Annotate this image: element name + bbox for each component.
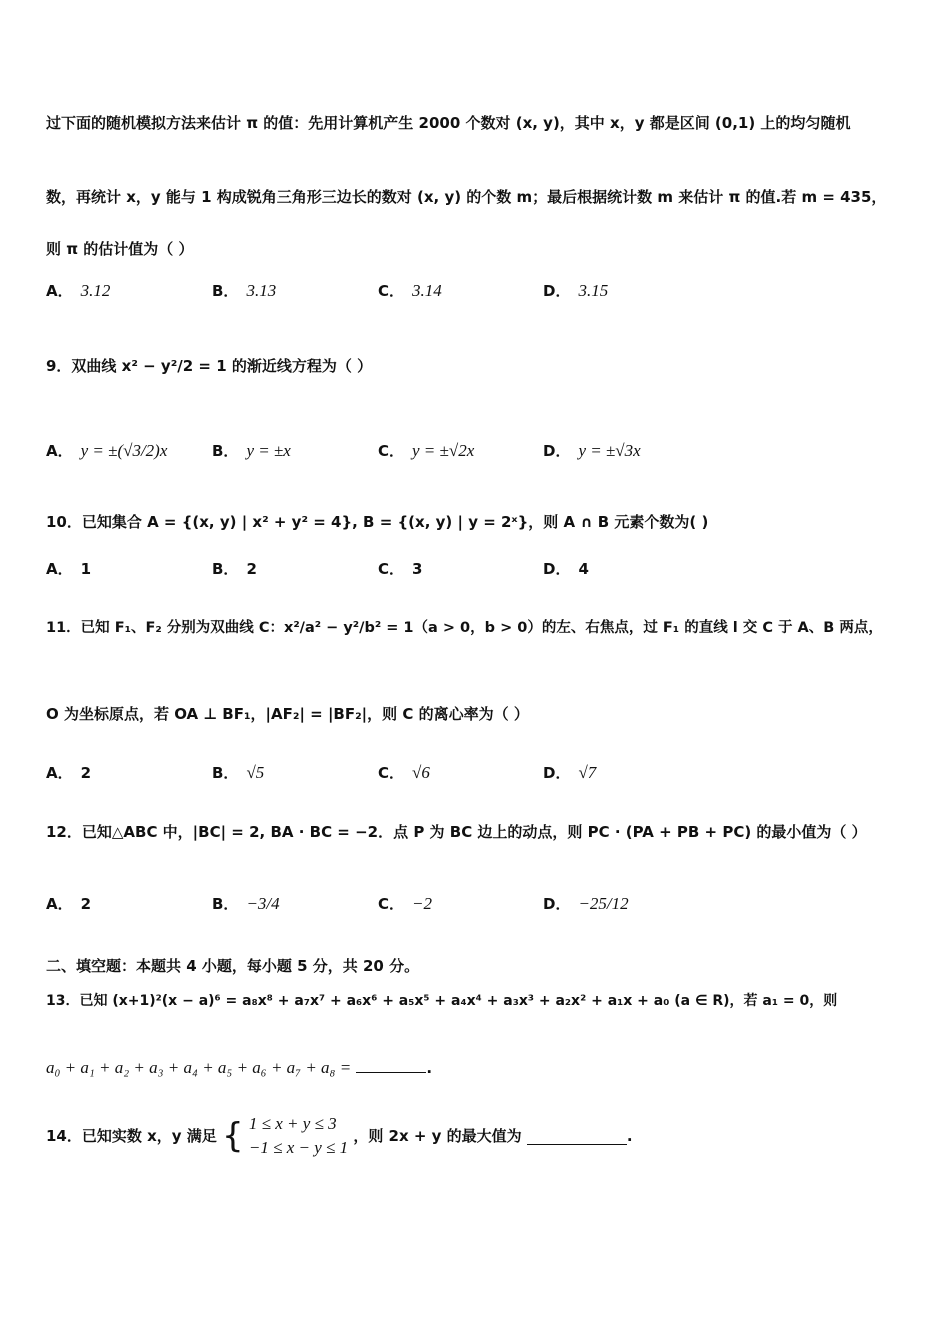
option-label: D． (543, 282, 571, 300)
q14-conditions (249, 1112, 348, 1160)
option-label: A． (46, 764, 73, 782)
option-value: 4 (578, 559, 589, 578)
option-label: C． (378, 895, 405, 913)
q13-line2 (46, 1056, 910, 1079)
q11-option-c (378, 762, 430, 783)
option-value: 2 (80, 894, 92, 913)
option-value: 2 (80, 763, 92, 782)
option-label: A． (46, 560, 73, 578)
q13-line1: 13．已知 (x+1)²(x − a)⁶ = a₈x⁸ + a₇x⁷ + a₆x⁶ + a₅x⁵ + a₄x⁴ + a₃x³ + a₂x² + a₁x + a₀ (a ∈ R)，若 a₁ = 0，则 (46, 993, 838, 1009)
q10-stem: 10．已知集合 A = {(x, y) | x² + y² = 4}, B = {(x, y) | y = 2ˣ}，则 A ∩ B 元素个数为( ) (46, 513, 709, 531)
option-value: 1 (80, 559, 92, 578)
option-value: 3.15 (578, 280, 609, 300)
q14-answer-blank[interactable] (527, 1128, 627, 1145)
option-value: −25/12 (578, 893, 629, 913)
q11-line2: O 为坐标原点，若 OA ⊥ BF₁，|AF₂| = |BF₂|，则 C 的离心率为（ ） (46, 705, 529, 723)
q9-option-d (543, 440, 641, 461)
q8-line1: 过下面的随机模拟方法来估计 π 的值：先用计算机产生 2000 个数对 (x, y)，其中 x，y 都是区间 (0,1) 上的均匀随机 (46, 114, 851, 132)
q12-option-a (46, 893, 91, 914)
q9-option-a (46, 440, 167, 461)
option-label: B． (212, 764, 239, 782)
option-value: −3/4 (246, 893, 280, 913)
option-label: A． (46, 442, 73, 460)
q8-line3: 则 π 的估计值为（ ） (46, 240, 194, 258)
q11-options (46, 762, 906, 802)
section-heading-fill-in: 二、填空题：本题共 4 小题，每小题 5 分，共 20 分。 (46, 957, 420, 975)
option-value: 2 (246, 559, 257, 578)
q11-option-a (46, 762, 91, 783)
q8-option-a (46, 280, 110, 301)
option-value: 3.13 (246, 280, 277, 300)
option-label: B． (212, 560, 239, 578)
q9-option-b (212, 440, 291, 461)
q12-option-b (212, 893, 280, 914)
option-label: C． (378, 764, 405, 782)
q8-line2: 数，再统计 x，y 能与 1 构成锐角三角形三边长的数对 (x, y) 的个数 m；最后根据统计数 m 来估计 π 的值.若 m = 435， (46, 188, 887, 206)
q10-option-a (46, 558, 91, 579)
q12-option-d (543, 893, 629, 914)
option-label: D． (543, 895, 571, 913)
q14-period: . (626, 1127, 633, 1145)
q12-stem: 12．已知△ABC 中，|BC| = 2, BA · BC = −2．点 P 为 BC 边上的动点，则 PC · (PA + PB + PC) 的最小值为（ ） (46, 823, 867, 841)
option-label: B． (212, 282, 239, 300)
option-label: D． (543, 764, 571, 782)
q12-options (46, 893, 906, 933)
option-value: y = ±√3x (578, 440, 641, 460)
q9-option-c (378, 440, 474, 461)
q14-condition-2: −1 ≤ x − y ≤ 1 (248, 1138, 349, 1157)
option-label: C． (378, 442, 405, 460)
q9-options (46, 440, 906, 480)
q13-answer-blank[interactable] (356, 1056, 426, 1073)
q13-period: . (426, 1059, 433, 1077)
option-label: B． (212, 442, 239, 460)
option-value: √6 (412, 762, 430, 782)
q10-option-b (212, 558, 257, 579)
option-value: √5 (246, 762, 265, 782)
q12-option-c (378, 893, 432, 914)
option-label: D． (543, 560, 571, 578)
q8-option-d (543, 280, 608, 301)
q8-option-c (378, 280, 442, 301)
q11-option-d (543, 762, 596, 783)
option-label: C． (378, 282, 405, 300)
q8-options (46, 280, 906, 320)
option-value: y = ±x (246, 440, 291, 460)
option-value: 3.14 (412, 280, 442, 300)
option-value: y = ±√2x (412, 440, 475, 460)
option-label: A． (46, 282, 73, 300)
option-value: √7 (578, 762, 597, 782)
q10-options (46, 558, 906, 598)
q10-option-c (378, 558, 422, 579)
option-label: D． (543, 442, 571, 460)
option-value: 3.12 (80, 280, 111, 300)
q14-condition-1: 1 ≤ x + y ≤ 3 (248, 1114, 337, 1133)
option-value: −2 (412, 893, 432, 913)
option-label: A． (46, 895, 73, 913)
q14-prefix: 14．已知实数 x，y 满足 (46, 1127, 217, 1145)
q11-line1: 11．已知 F₁、F₂ 分别为双曲线 C：x²/a² − y²/b² = 1（a > 0，b > 0）的左、右焦点，过 F₁ 的直线 l 交 C 于 A、B 两点， (46, 620, 883, 636)
option-label: C． (378, 560, 405, 578)
q8-option-b (212, 280, 276, 301)
q13-sum-expression: a₀ + a₁ + a₂ + a₃ + a₄ + a₅ + a₆ + a₇ + a₈ = (46, 1058, 352, 1077)
option-label: B． (212, 895, 239, 913)
q14-stem (46, 1112, 910, 1160)
q14-suffix: ，则 2x + y 的最大值为 (353, 1127, 522, 1145)
q11-option-b (212, 762, 264, 783)
q10-option-d (543, 558, 589, 579)
q9-stem: 9．双曲线 x² − y²/2 = 1 的渐近线方程为（ ） (46, 357, 373, 375)
option-value: y = ±(√3/2)x (80, 440, 168, 460)
option-value: 3 (412, 559, 423, 578)
brace-icon: { (222, 1116, 244, 1156)
